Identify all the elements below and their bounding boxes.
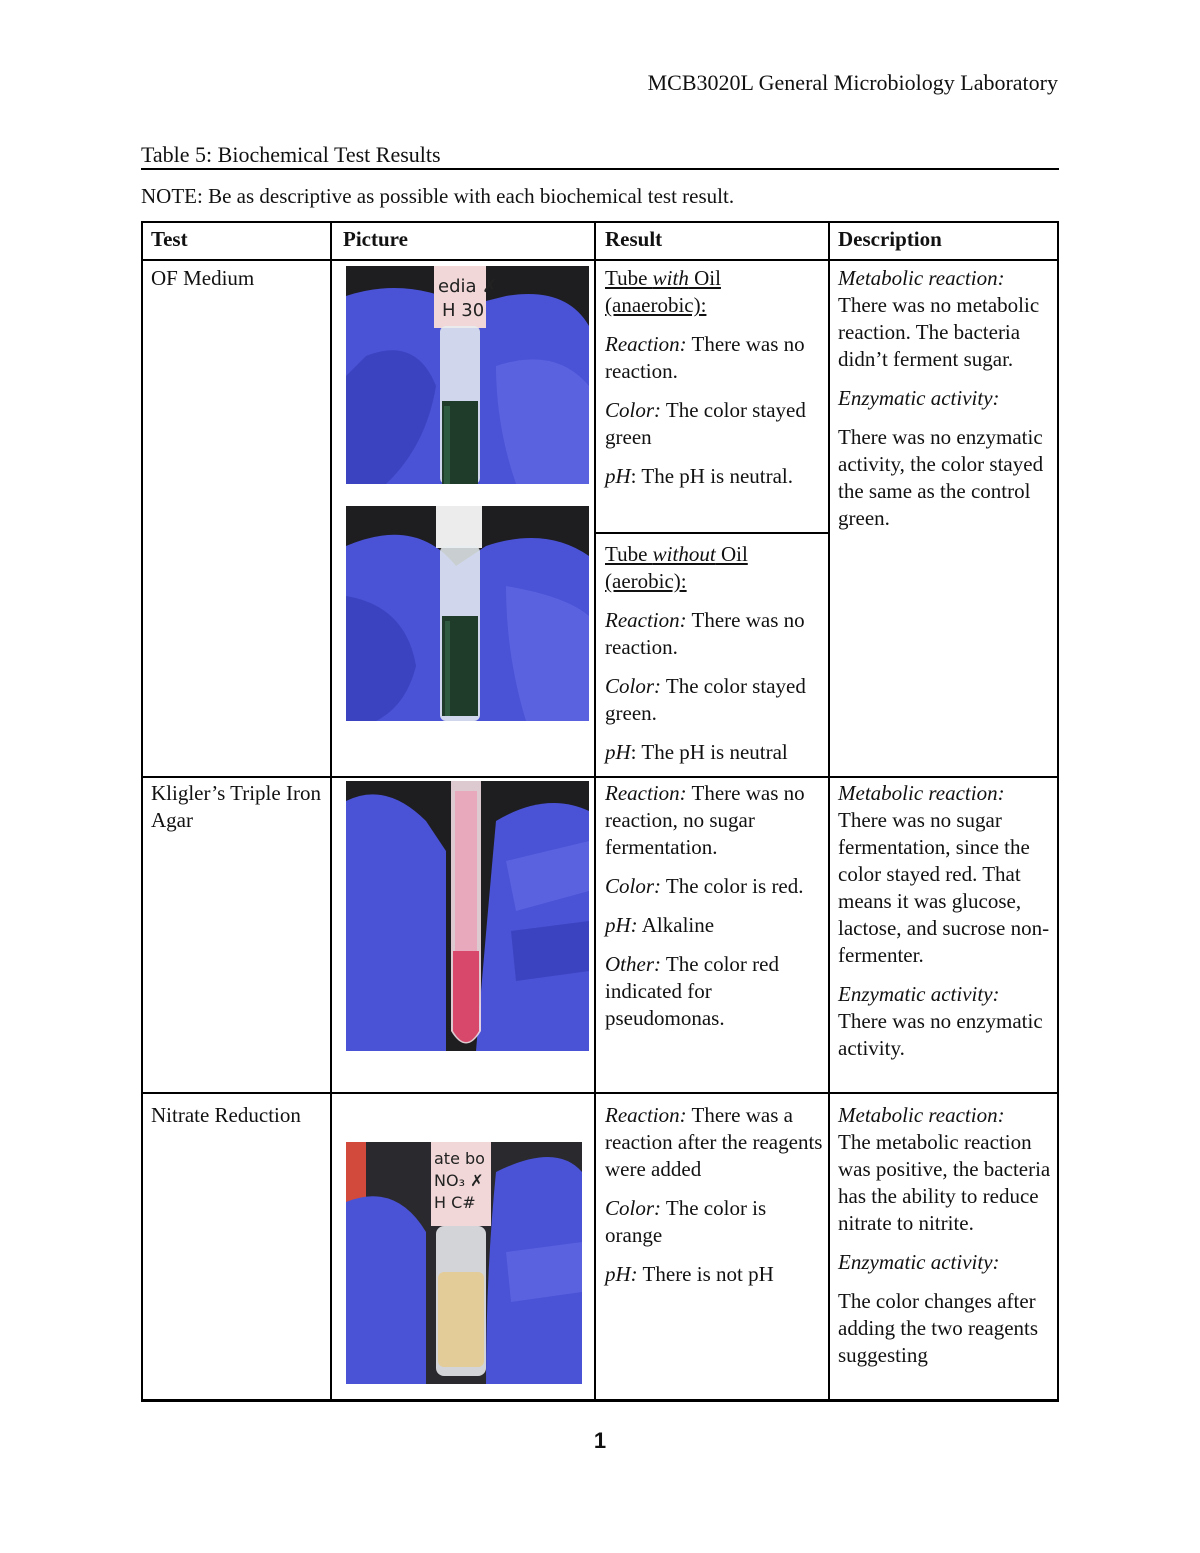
svg-text:edia ✗: edia ✗ (438, 276, 498, 297)
test-name-of-medium: OF Medium (151, 266, 255, 290)
page-header: MCB3020L General Microbiology Laboratory (647, 70, 1058, 95)
instruction-note: NOTE: Be as descriptive as possible with each biochemical test result. (141, 184, 735, 208)
kligler-photo (346, 781, 589, 1051)
kligler-description: Metabolic reaction: There was no sugar fermentation, since the color stayed red. That means it was glucose, lactose, and sucrose non-fermenter. Enzymatic activity: There was no enzymatic activity. (838, 781, 1050, 1060)
kligler-result: Reaction: There was no reaction, no sugar fermentation. Color: The color is red. pH: Alkaline Other: The color red indicated for pseudomonas. (605, 781, 805, 1030)
caption-rule (141, 168, 1059, 170)
of-medium-result-with-oil: Tube with Oil (anaerobic): Reaction: There was no reaction. Color: The color stayed green pH: The pH is neutral. (605, 266, 806, 488)
column-header-test: Test (151, 227, 188, 251)
test-name-kligler: Kligler’s Triple Iron Agar (151, 781, 321, 832)
svg-text:H 30: H 30 (442, 300, 485, 321)
of-medium-photo-with-oil (346, 266, 589, 484)
column-header-description: Description (838, 227, 942, 251)
of-medium-result-without-oil: Tube without Oil (aerobic): Reaction: There was no reaction. Color: The color stayed green. pH: The pH is neutral (605, 542, 806, 764)
test-name-nitrate: Nitrate Reduction (151, 1103, 301, 1127)
page-number: 1 (593, 1428, 607, 1453)
of-medium-description: Metabolic reaction: There was no metabolic reaction. The bacteria didn’t ferment sugar. Enzymatic activity: There was no enzymatic activity, the color stayed the same as the control green. (838, 266, 1044, 530)
nitrate-result: Reaction: There was a reaction after the reagents were added Color: The color is orange pH: There is not pH (605, 1103, 823, 1286)
svg-text:ate bo: ate bo (434, 1149, 485, 1168)
column-header-result: Result (605, 227, 663, 251)
column-header-picture: Picture (343, 227, 408, 251)
table-caption: Table 5: Biochemical Test Results (141, 142, 441, 167)
svg-text:NO₃ ✗: NO₃ ✗ (434, 1171, 484, 1190)
nitrate-description: Metabolic reaction: The metabolic reaction was positive, the bacteria has the ability to reduce nitrate to nitrite. Enzymatic activity: The color changes after adding the two reagents suggesting (838, 1103, 1051, 1367)
of-medium-photo-without-oil (346, 506, 589, 721)
nitrate-photo (346, 1142, 582, 1384)
svg-text:H C#: H C# (434, 1193, 476, 1212)
results-table (141, 221, 1059, 1403)
